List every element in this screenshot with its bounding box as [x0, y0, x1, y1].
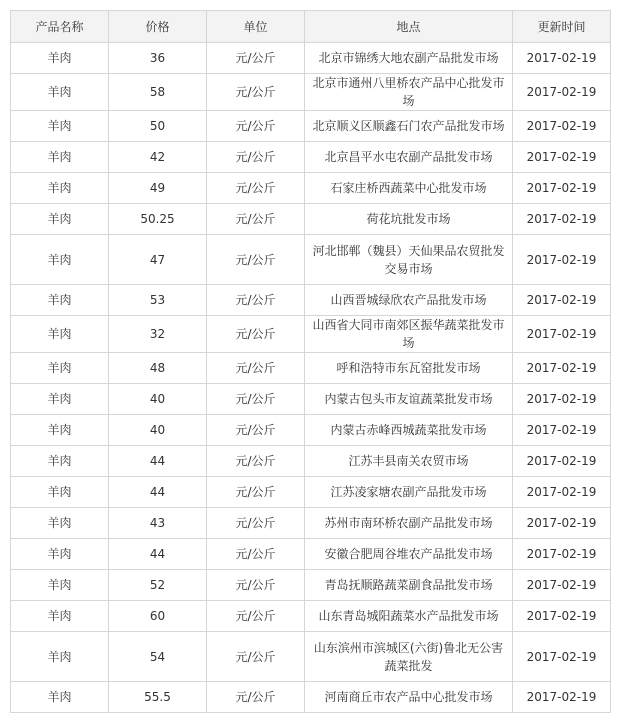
cell-product: 羊肉 [11, 415, 109, 446]
cell-price: 40 [109, 415, 207, 446]
cell-date: 2017-02-19 [513, 601, 611, 632]
cell-unit: 元/公斤 [207, 111, 305, 142]
cell-unit: 元/公斤 [207, 235, 305, 285]
cell-product: 羊肉 [11, 204, 109, 235]
cell-location: 北京市通州八里桥农产品中心批发市场 [305, 74, 513, 111]
table-row [11, 316, 611, 353]
cell-price: 49 [109, 173, 207, 204]
header-unit: 单位 [207, 11, 305, 43]
cell-price: 58 [109, 74, 207, 111]
cell-date: 2017-02-19 [513, 43, 611, 74]
cell-location: 内蒙古赤峰西城蔬菜批发市场 [305, 415, 513, 446]
cell-date: 2017-02-19 [513, 353, 611, 384]
cell-product: 羊肉 [11, 446, 109, 477]
cell-price: 36 [109, 43, 207, 74]
table-row [11, 285, 611, 316]
cell-unit: 元/公斤 [207, 570, 305, 601]
header-date: 更新时间 [513, 11, 611, 43]
table-row [11, 235, 611, 285]
cell-product: 羊肉 [11, 235, 109, 285]
cell-product: 羊肉 [11, 142, 109, 173]
cell-price: 55.5 [109, 682, 207, 713]
table-row [11, 477, 611, 508]
cell-product: 羊肉 [11, 508, 109, 539]
cell-price: 32 [109, 316, 207, 353]
cell-unit: 元/公斤 [207, 316, 305, 353]
cell-price: 44 [109, 446, 207, 477]
cell-location: 河北邯郸（魏县）天仙果品农贸批发交易市场 [305, 235, 513, 285]
table-row [11, 204, 611, 235]
cell-unit: 元/公斤 [207, 601, 305, 632]
cell-location: 石家庄桥西蔬菜中心批发市场 [305, 173, 513, 204]
cell-location: 青岛抚顺路蔬菜副食品批发市场 [305, 570, 513, 601]
cell-date: 2017-02-19 [513, 508, 611, 539]
cell-price: 44 [109, 477, 207, 508]
cell-unit: 元/公斤 [207, 142, 305, 173]
table-row [11, 632, 611, 682]
table-row [11, 173, 611, 204]
cell-product: 羊肉 [11, 74, 109, 111]
cell-product: 羊肉 [11, 539, 109, 570]
header-product: 产品名称 [11, 11, 109, 43]
cell-location: 北京顺义区顺鑫石门农产品批发市场 [305, 111, 513, 142]
cell-location: 江苏凌家塘农副产品批发市场 [305, 477, 513, 508]
cell-date: 2017-02-19 [513, 111, 611, 142]
cell-unit: 元/公斤 [207, 384, 305, 415]
table-row [11, 570, 611, 601]
table-row [11, 682, 611, 713]
table-row [11, 508, 611, 539]
cell-location: 北京市锦绣大地农副产品批发市场 [305, 43, 513, 74]
cell-product: 羊肉 [11, 353, 109, 384]
table-row [11, 384, 611, 415]
cell-date: 2017-02-19 [513, 204, 611, 235]
cell-price: 50 [109, 111, 207, 142]
cell-price: 60 [109, 601, 207, 632]
cell-date: 2017-02-19 [513, 384, 611, 415]
cell-product: 羊肉 [11, 570, 109, 601]
cell-price: 43 [109, 508, 207, 539]
table-row [11, 111, 611, 142]
table-row [11, 446, 611, 477]
cell-location: 山西省大同市南郊区振华蔬菜批发市场 [305, 316, 513, 353]
cell-unit: 元/公斤 [207, 43, 305, 74]
cell-location: 北京昌平水屯农副产品批发市场 [305, 142, 513, 173]
table-row [11, 74, 611, 111]
cell-date: 2017-02-19 [513, 539, 611, 570]
cell-unit: 元/公斤 [207, 682, 305, 713]
cell-product: 羊肉 [11, 601, 109, 632]
table-row [11, 415, 611, 446]
cell-product: 羊肉 [11, 632, 109, 682]
cell-price: 48 [109, 353, 207, 384]
cell-date: 2017-02-19 [513, 477, 611, 508]
cell-location: 安徽合肥周谷堆农产品批发市场 [305, 539, 513, 570]
cell-product: 羊肉 [11, 111, 109, 142]
table-body [11, 43, 611, 713]
header-location: 地点 [305, 11, 513, 43]
table-row [11, 142, 611, 173]
cell-product: 羊肉 [11, 384, 109, 415]
table-row [11, 601, 611, 632]
cell-price: 54 [109, 632, 207, 682]
cell-price: 47 [109, 235, 207, 285]
cell-product: 羊肉 [11, 285, 109, 316]
cell-date: 2017-02-19 [513, 570, 611, 601]
cell-date: 2017-02-19 [513, 446, 611, 477]
cell-unit: 元/公斤 [207, 173, 305, 204]
cell-unit: 元/公斤 [207, 446, 305, 477]
cell-location: 山东滨州市滨城区(六街)鲁北无公害蔬菜批发 [305, 632, 513, 682]
cell-location: 山东青岛城阳蔬菜水产品批发市场 [305, 601, 513, 632]
cell-price: 52 [109, 570, 207, 601]
cell-unit: 元/公斤 [207, 508, 305, 539]
cell-product: 羊肉 [11, 173, 109, 204]
cell-location: 呼和浩特市东瓦窑批发市场 [305, 353, 513, 384]
cell-product: 羊肉 [11, 477, 109, 508]
cell-location: 苏州市南环桥农副产品批发市场 [305, 508, 513, 539]
cell-date: 2017-02-19 [513, 682, 611, 713]
cell-price: 53 [109, 285, 207, 316]
cell-product: 羊肉 [11, 682, 109, 713]
table-header-row [11, 11, 611, 43]
cell-location: 内蒙古包头市友谊蔬菜批发市场 [305, 384, 513, 415]
cell-product: 羊肉 [11, 43, 109, 74]
cell-price: 50.25 [109, 204, 207, 235]
cell-date: 2017-02-19 [513, 235, 611, 285]
cell-unit: 元/公斤 [207, 539, 305, 570]
cell-product: 羊肉 [11, 316, 109, 353]
cell-price: 40 [109, 384, 207, 415]
cell-price: 42 [109, 142, 207, 173]
cell-unit: 元/公斤 [207, 415, 305, 446]
cell-location: 江苏丰县南关农贸市场 [305, 446, 513, 477]
cell-unit: 元/公斤 [207, 632, 305, 682]
price-table-container [10, 10, 610, 713]
cell-location: 山西晋城绿欣农产品批发市场 [305, 285, 513, 316]
cell-unit: 元/公斤 [207, 204, 305, 235]
cell-unit: 元/公斤 [207, 74, 305, 111]
price-table [10, 10, 611, 713]
cell-date: 2017-02-19 [513, 632, 611, 682]
cell-date: 2017-02-19 [513, 74, 611, 111]
cell-unit: 元/公斤 [207, 477, 305, 508]
cell-unit: 元/公斤 [207, 353, 305, 384]
table-row [11, 539, 611, 570]
cell-date: 2017-02-19 [513, 316, 611, 353]
cell-location: 荷花坑批发市场 [305, 204, 513, 235]
cell-price: 44 [109, 539, 207, 570]
cell-date: 2017-02-19 [513, 142, 611, 173]
cell-date: 2017-02-19 [513, 415, 611, 446]
table-row [11, 353, 611, 384]
cell-date: 2017-02-19 [513, 285, 611, 316]
cell-unit: 元/公斤 [207, 285, 305, 316]
table-row [11, 43, 611, 74]
cell-location: 河南商丘市农产品中心批发市场 [305, 682, 513, 713]
header-price: 价格 [109, 11, 207, 43]
cell-date: 2017-02-19 [513, 173, 611, 204]
